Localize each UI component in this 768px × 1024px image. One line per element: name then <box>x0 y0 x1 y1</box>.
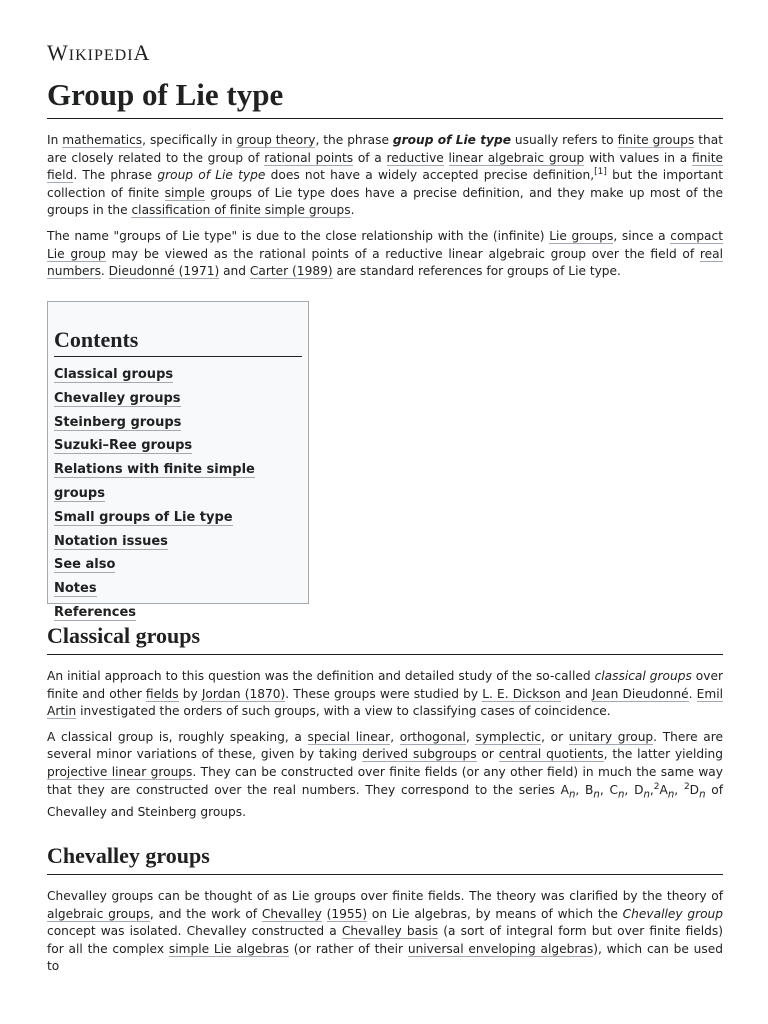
link-real-numbers[interactable]: real numbers <box>47 246 723 279</box>
link-compact-lie-group[interactable]: compact Lie group <box>47 228 724 261</box>
link-carter-1989[interactable]: Carter (1989) <box>249 264 333 279</box>
intro-paragraph-2: The name "groups of Lie type" is due to the close relationship with the (infinite) Lie groups, since a compact Lie group may be viewed as the rational points of a reductive linear algebraic group over the field of real numbers. Dieudonné (1971) and Carter (1989) are standard references for groups of Lie type. <box>47 228 724 279</box>
classical-paragraph-2: A classical group is, roughly speaking, a special linear, orthogonal, symplectic, or unitary group. There are several minor variations of these, given by taking derived subgroups or central quotients, the latter yielding projective linear groups. They can be constructed over finite fields (or any other field) in much the same way that they are constructed over the real numbers. They correspond to the series $A_n$, $B_n$, $C_n$, $D_n,^2A_n$, $^2D_n$ of Chevalley and Steinberg groups. <box>47 729 724 819</box>
classical-section <box>47 668 723 829</box>
link-unitary-group[interactable]: unitary group <box>568 729 654 744</box>
link-dieudonne-1971[interactable]: Dieudonné (1971) <box>108 264 220 279</box>
link-special-linear[interactable]: special linear <box>307 729 391 744</box>
link-chevalley[interactable]: Chevalley <box>261 906 322 921</box>
link-emil-artin[interactable]: Emil Artin <box>47 686 723 719</box>
link-classification[interactable]: classification of finite simple groups <box>131 203 351 218</box>
intro-section <box>47 132 723 289</box>
link-mathematics[interactable]: mathematics <box>62 133 143 147</box>
link-simple-lie-algebras[interactable]: simple Lie algebras <box>168 941 289 956</box>
link-group-theory[interactable]: group theory <box>236 133 316 147</box>
classical-paragraph-1: An initial approach to this question was the definition and detailed study of the so-called classical groups over finite and other fields by Jordan (1870). These groups were studied by L. E. Dickson and Jean Dieudonné. Emil Artin investigated the orders of such groups, with a view to classifying cases of coincidence. <box>47 669 723 719</box>
link-finite-groups[interactable]: finite groups <box>617 133 695 147</box>
toc-list <box>54 363 302 625</box>
reference-1[interactable]: [1] <box>594 167 607 178</box>
toc-title: Contents <box>54 326 302 357</box>
toc-item[interactable]: See also <box>54 557 116 573</box>
link-projective-linear-groups[interactable]: projective linear groups <box>47 764 193 779</box>
link-jordan-1870[interactable]: Jordan (1870) <box>201 686 286 701</box>
link-simple[interactable]: simple <box>164 185 205 200</box>
chevalley-section <box>47 888 723 984</box>
link-linear-algebraic-group[interactable]: linear algebraic group <box>448 150 585 165</box>
link-algebraic-groups[interactable]: algebraic groups <box>47 906 150 921</box>
link-universal-enveloping-algebras[interactable]: universal enveloping algebras <box>407 941 594 956</box>
toc-item[interactable]: Notation issues <box>54 533 168 549</box>
link-chevalley-basis[interactable]: Chevalley basis <box>341 924 439 939</box>
chevalley-paragraph-1: Chevalley groups can be thought of as Lie groups over finite fields. The theory was clarified by the theory of algebraic groups, and the work of Chevalley (1955) on Lie algebras, by means of which the Chevalley group concept was isolated. Chevalley constructed a Chevalley basis (a sort of integral form but over finite fields) for all the complex simple Lie algebras (or rather of their universal enveloping algebras), which can be used to <box>47 889 724 974</box>
link-derived-subgroups[interactable]: derived subgroups <box>362 747 477 762</box>
heading-chevalley-groups: Chevalley groups <box>47 842 723 875</box>
link-symplectic[interactable]: symplectic <box>475 729 542 744</box>
link-fields[interactable]: fields <box>145 686 179 701</box>
link-orthogonal[interactable]: orthogonal <box>399 729 466 744</box>
series-list: $A_n$, $B_n$, $C_n$, $D_n,^2A_n$, $^2D_n$ <box>560 781 706 800</box>
toc-item[interactable]: Classical groups <box>54 367 174 382</box>
toc-item[interactable]: References <box>54 604 137 620</box>
link-reductive[interactable]: reductive <box>386 150 444 165</box>
intro-paragraph-1: In mathematics, specifically in group theory, the phrase group of Lie type usually refers to finite groups that are closely related to the group of rational points of a reductive linear algebraic group with values in a finite field. The phrase group of Lie type does not have a widely accepted precise definition,[1] but the important collection of finite simple groups of Lie type does have a precise definition, and they make up most of the groups in the classification of finite simple groups. <box>47 133 724 218</box>
toc-item[interactable]: Notes <box>54 581 97 597</box>
page-title: Group of Lie type <box>47 76 723 119</box>
link-chevalley-1955[interactable]: (1955) <box>326 906 368 921</box>
link-rational-points[interactable]: rational points <box>264 150 354 165</box>
heading-classical-groups: Classical groups <box>47 622 723 655</box>
link-central-quotients[interactable]: central quotients <box>498 747 604 762</box>
link-jean-dieudonne[interactable]: Jean Dieudonné <box>592 686 689 701</box>
toc-item[interactable]: Chevalley groups <box>54 390 181 406</box>
link-finite-field[interactable]: finite field <box>47 150 724 183</box>
toc-item[interactable]: Small groups of Lie type <box>54 509 233 525</box>
link-lie-groups[interactable]: Lie groups <box>549 228 614 243</box>
wikipedia-logo[interactable]: WIKIPEDIA <box>47 40 151 65</box>
link-dickson[interactable]: L. E. Dickson <box>482 686 561 701</box>
table-of-contents <box>47 301 309 620</box>
toc-item[interactable]: Steinberg groups <box>54 414 182 430</box>
toc-item[interactable]: Relations with finite simple groups <box>54 462 255 501</box>
toc-item[interactable]: Suzuki–Ree groups <box>54 438 193 454</box>
